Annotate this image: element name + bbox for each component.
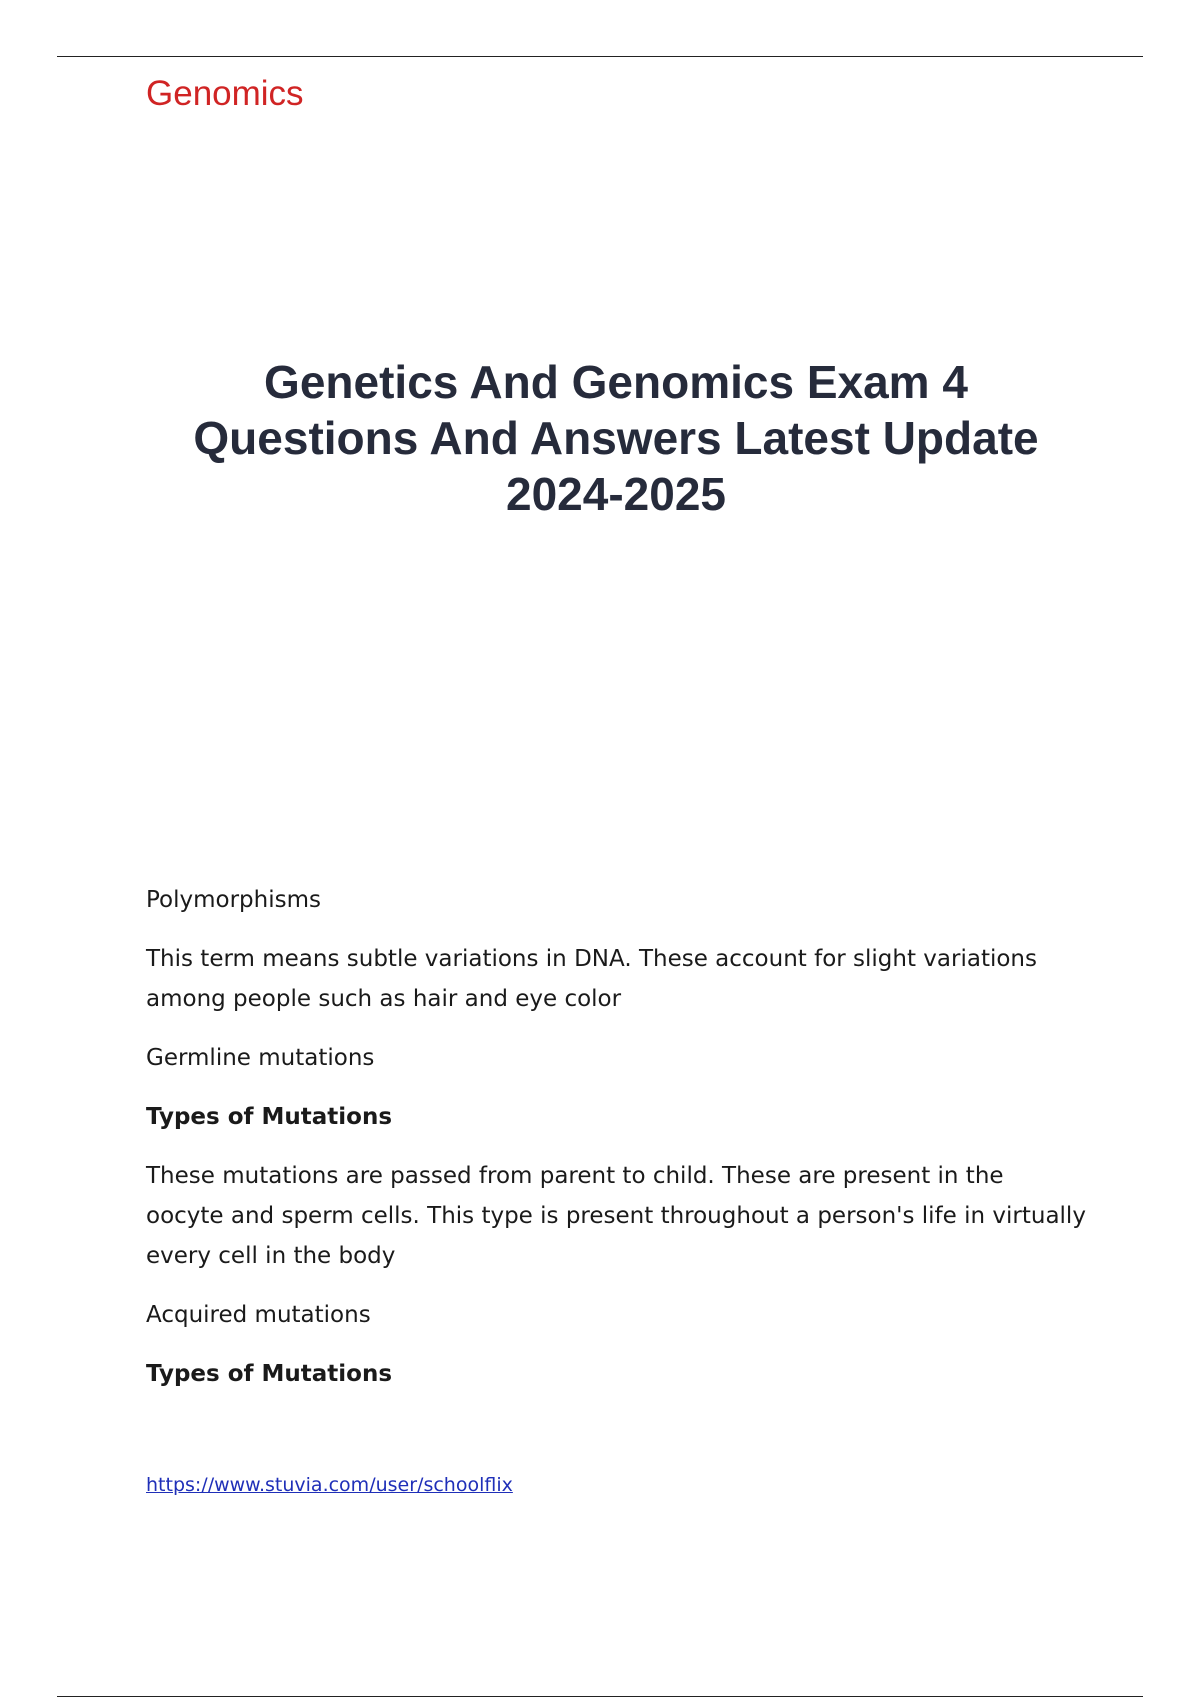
title-line: Questions And Answers Latest Update — [193, 412, 1039, 464]
title-line: Genetics And Genomics Exam 4 — [264, 356, 968, 408]
document-title — [130, 354, 1102, 522]
top-rule — [57, 56, 1143, 57]
term-paragraph: Germline mutations — [146, 1045, 375, 1071]
category-heading: Types of Mutations — [146, 1104, 393, 1130]
bottom-rule — [57, 1696, 1143, 1697]
header-label: Genomics — [146, 74, 304, 113]
category-heading: Types of Mutations — [146, 1361, 393, 1387]
definition-paragraph: These mutations are passed from parent to child. These are present in the oocyte and sperm cells. This type is present throughout a person's life in virtually every cell in the body — [146, 1163, 1086, 1269]
term-paragraph: Polymorphisms — [146, 887, 321, 913]
title-line: 2024-2025 — [506, 468, 726, 520]
document-body — [146, 880, 1086, 1413]
term-paragraph: Acquired mutations — [146, 1302, 371, 1328]
definition-paragraph: This term means subtle variations in DNA. These account for slight variations among people such as hair and eye color — [146, 946, 1037, 1012]
profile-link[interactable]: https://www.stuvia.com/user/schoolflix — [146, 1474, 513, 1496]
